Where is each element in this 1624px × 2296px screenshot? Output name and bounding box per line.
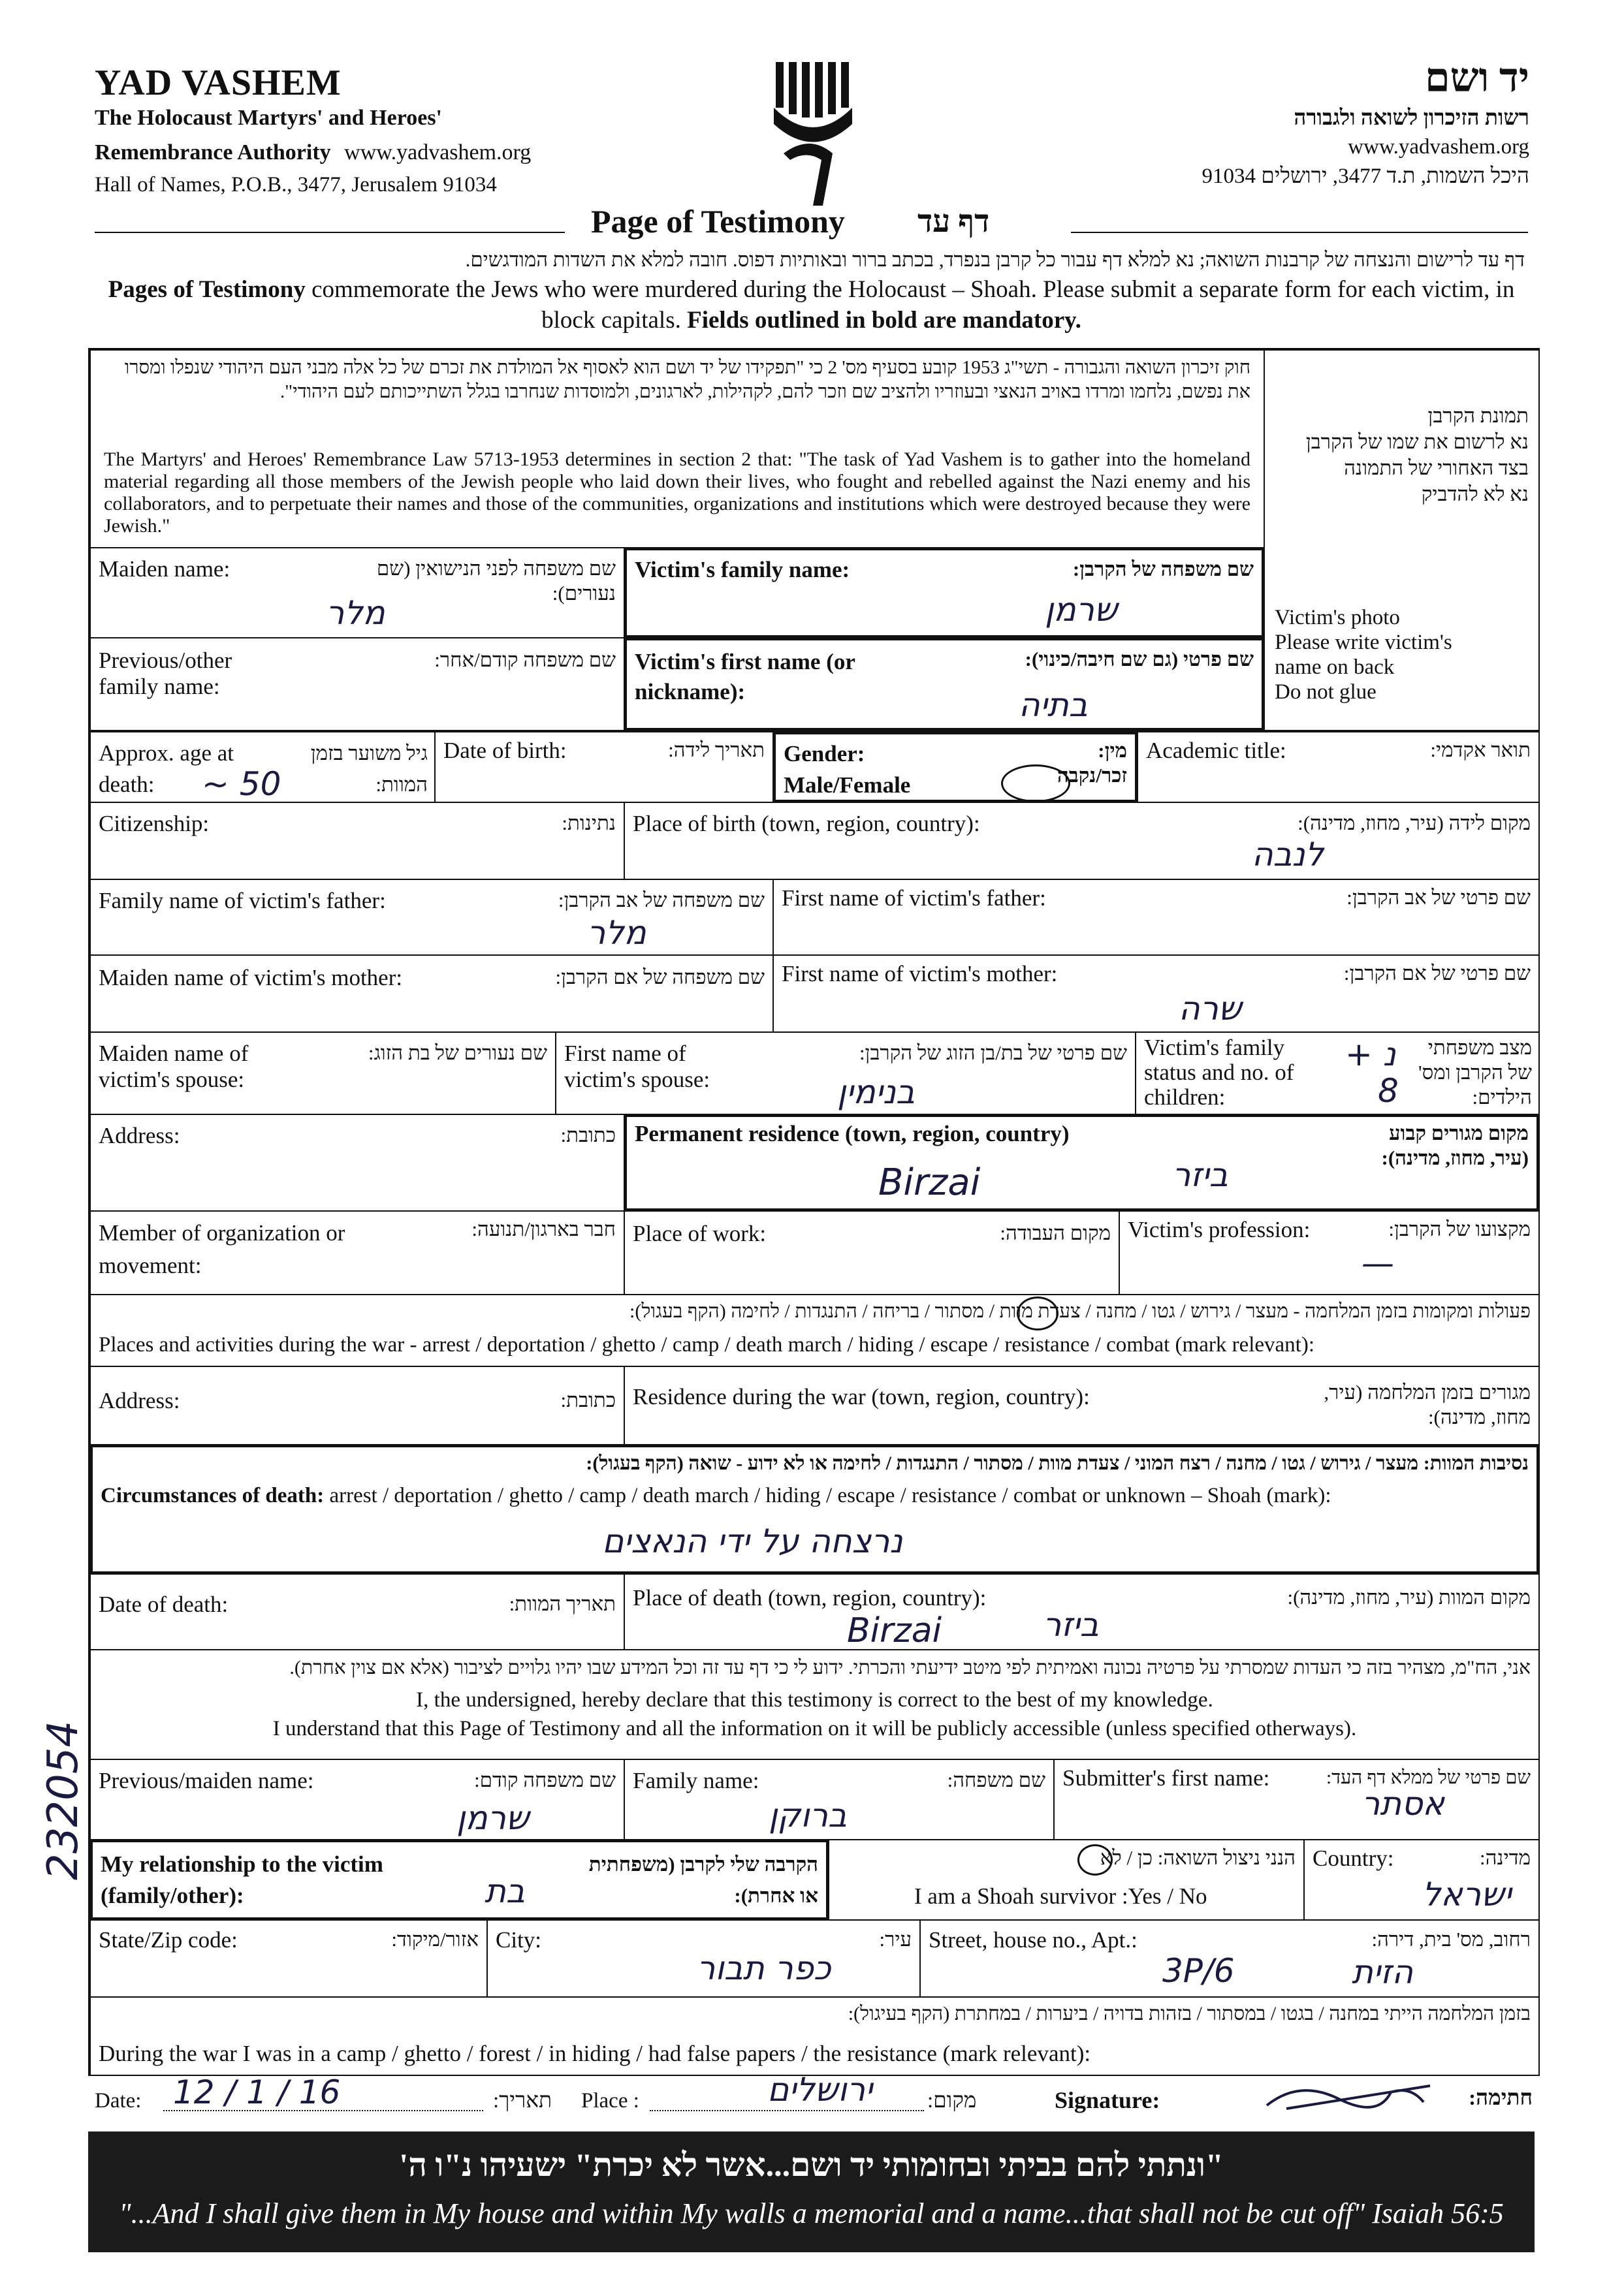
archive-number: 232054 [39,1720,88,1880]
org-name-en: YAD VASHEM [95,63,342,103]
survivor-field[interactable] [828,1839,1305,1921]
first-name-field[interactable] [624,637,1265,731]
profession-field[interactable] [1119,1210,1540,1295]
citizenship-label-he: נתינות: [562,811,616,834]
submitter-first-name-field[interactable] [1053,1759,1540,1840]
place-of-birth-field[interactable] [624,802,1540,880]
submitter-first-name-value: אסתר [1361,1785,1444,1823]
maiden-name-label: Maiden name: [99,556,231,582]
photo-he-1: תמונת הקרבן [1427,404,1529,427]
law-box [89,349,1265,548]
profession-label-he: מקצועו של הקרבן: [1388,1218,1531,1240]
declaration-he: אני, הח"מ, מצהיר בזה כי העדות שמסרתי על פרטיה נכונה ואמיתית לפי מיטב ידיעתי והכרתי. ידוע לי כי דף עד זה וכל המידע שבו יהיו גלויים לציבור (אלא אם צוין אחרת). [289,1657,1531,1678]
circumstances-of-death-field[interactable] [89,1444,1540,1575]
first-name-value: בתיה [1019,686,1088,724]
ghetto-circle-mark [1017,1297,1059,1330]
zip-code-label-he: אזור/מיקוד: [391,1928,479,1951]
relationship-label-he: הקרבה שלי לקרבן (משפחתית או אחרת): [588,1853,818,1907]
maiden-name-value: מלר [326,594,385,632]
dob-label-he: תאריך לידה: [668,738,765,761]
signature-label-he: חתימה: [1469,2086,1533,2110]
place-of-birth-label: Place of birth (town, region, country): [633,811,980,836]
submitter-prev-name-value: שרמן [456,1799,530,1837]
country-label-he: מדינה: [1480,1846,1531,1869]
submitter-war-label-he: בזמן המלחמה הייתי במחנה / בגטו / במסתור / בזהות בדויה / ביערות / במחתרת (הקף בעיגול): [848,2003,1531,2024]
age-label-he: גיל משוער בזמן המוות: [310,742,428,796]
age-label: Approx. age at death: [99,740,234,797]
street-value: 3P/6 [1162,1952,1235,1990]
law-text-he: חוק זיכרון השואה והגבורה - תשי"ג 1953 קובע בסעיף מס' 2 כי "תפקידו של יד ושם הוא לאסוף אל המולדת את זכרם של כל אלה מבני העם היהודי שנפלו ומסרו את נפשם, נלחמו ומרדו באויב הנאצי ובעוזריו ולהציב שם וזכר להם, לקהילות, לארגונים, ולמוסדות שנחרבו בגלל השתייכותם לעם היהודי". [124,357,1250,402]
academic-title-field[interactable] [1137,731,1540,803]
intro-en-bold2: Fields outlined in bold are mandatory. [687,307,1081,334]
date-of-death-label: Date of death: [99,1592,229,1617]
footer-quote-he: "ונתתי להם בביתי ובחומותי יד ושם...אשר לא יכרת" ישעיהו נ"ו ה' [399,2147,1224,2183]
war-address-label: Address: [99,1388,180,1413]
permanent-residence-value: Birzai [878,1161,981,1204]
father-family-name-field[interactable] [89,879,774,956]
family-name-label: Victim's family name: [635,557,850,582]
wartime-activities-label: Places and activities during the war - arrest / deportation / ghetto / camp / death march / hiding / escape / resistance / combat (mark relevant): [99,1333,1315,1357]
city-field[interactable] [486,1919,921,1998]
wartime-activities-field[interactable] [89,1294,1540,1367]
family-status-value: + נ [1345,1035,1396,1073]
father-family-name-label-he: שם משפחה של אב הקרבן: [558,889,765,911]
website-he: www.yadvashem.org [1348,135,1529,159]
submitter-first-name-label: Submitter's first name: [1062,1765,1270,1791]
place-value: ירושלים [767,2071,873,2109]
org-name-he: יד ושם [1424,56,1529,101]
permanent-residence-label-he: מקום מגורים קבוע (עיר, מחוז, מדינה): [1381,1122,1529,1169]
footer-quote-bar [88,2131,1535,2252]
city-label-he: עיר: [879,1928,912,1951]
family-name-field[interactable] [624,547,1265,638]
signature-label: Signature: [1055,2087,1160,2113]
place-of-birth-value: לנבה [1252,836,1324,873]
intro-en [98,274,1525,336]
photo-en-2: Please write victim's [1275,631,1452,654]
family-status-field[interactable] [1135,1031,1540,1115]
father-family-name-label: Family name of victim's father: [99,888,386,913]
declaration-en-1: I, the undersigned, hereby declare that this testimony is correct to the best of my knowledge. [416,1688,1213,1712]
country-field[interactable] [1303,1839,1540,1921]
photo-instructions-en [1275,605,1452,704]
spouse-maiden-name-label-he: שם נעורים של בת הזוג: [368,1041,547,1064]
war-address-label-he: כתובת: [560,1389,616,1411]
academic-title-label-he: תואר אקדמי: [1430,738,1531,761]
intro-he: דף עד לרישום והנצחה של קרבנות השואה; נא למלא דף עבור כל קרבן בנפרד, בכתב ברור ובאותיות דפוס. חובה למלא את השדות המודגשים. [465,248,1525,271]
spouse-maiden-name-field[interactable] [89,1031,556,1115]
page-title: Page of Testimony [591,203,845,240]
submitter-prev-name-field[interactable] [89,1759,625,1840]
yad-vashem-logo-icon [771,62,855,206]
website-en: www.yadvashem.org [344,140,532,165]
age-value: ~ 50 [202,765,281,803]
prev-family-name-label-he: שם משפחה קודם/אחר: [434,648,616,671]
mother-maiden-name-label: Maiden name of victim's mother: [99,965,403,990]
organization-label-he: חבר בארגון/תנועה: [471,1218,616,1240]
submitter-family-name-value: ברוקן [769,1797,847,1834]
survivor-label-he: הנני ניצול השואה: כן / לא [1100,1846,1296,1869]
place-label: Place : [581,2089,639,2113]
street-field[interactable] [919,1919,1540,1998]
family-status-label: Victim's family status and no. of children: [1144,1035,1294,1110]
children-count-value: 8 [1378,1072,1399,1110]
page-title-he: דף עד [917,204,990,239]
city-value: כפר תבור [697,1949,831,1987]
family-name-label-he: שם משפחה של הקרבן: [1072,558,1254,580]
photo-en-1: Victim's photo [1275,606,1400,629]
circumstances-of-death-label [101,1483,1331,1509]
photo-instructions-he [1306,403,1529,507]
father-family-name-value: מלר [587,914,646,952]
survivor-label: I am a Shoah survivor :Yes / No [914,1883,1207,1909]
country-value: ישראל [1422,1876,1512,1913]
gender-female-circle [1001,764,1070,802]
intro-en-rest: commemorate the Jews who were murdered during the Holocaust – Shoah. Please submit a separate form for each victim, in block capitals. [305,276,1515,334]
place-of-death-value: Birzai [847,1611,942,1650]
photo-he-2: נא לרשום את שמו של הקרבן [1305,430,1529,453]
first-name-label: Victim's first name (or nickname): [635,649,855,704]
street-label: Street, house no., Apt.: [929,1927,1138,1953]
war-residence-label-he: מגורים בזמן המלחמה (עיר, מחוז, מדינה): [1324,1381,1531,1428]
place-of-work-field[interactable] [624,1210,1120,1295]
place-line[interactable] [650,2110,924,2111]
mother-maiden-name-field[interactable] [89,954,774,1033]
citizenship-label: Citizenship: [99,811,210,836]
relationship-label: My relationship to the victim (family/other): [101,1851,383,1908]
photo-en-4: Do not glue [1275,680,1377,704]
permanent-residence-field[interactable] [624,1114,1540,1212]
gender-label-he: מין: זכר/נקבה [1057,739,1127,787]
date-of-death-field[interactable] [89,1573,625,1650]
war-residence-field[interactable] [624,1366,1540,1445]
date-label: Date: [95,2089,142,2113]
mother-first-name-label: First name of victim's mother: [782,961,1058,986]
declaration-box [89,1649,1540,1760]
date-label-he: תאריך: [493,2089,552,2113]
relationship-value: בת [485,1872,525,1910]
dob-label: Date of birth: [443,738,567,763]
address-label: Address: [99,1123,180,1148]
place-of-work-label-he: מקום העבודה: [1000,1221,1111,1244]
place-of-death-value-he: ביזר [1043,1606,1099,1644]
spouse-first-name-value: בנימין [837,1073,915,1111]
place-of-death-field[interactable] [624,1573,1540,1650]
submitter-war-label: During the war I was in a camp / ghetto / forest / in hiding / had false papers / the resistance (mark relevant): [99,2041,1091,2066]
zip-code-label: State/Zip code: [99,1927,238,1953]
submitter-family-name-label-he: שם משפחה: [947,1769,1045,1791]
war-residence-label: Residence during the war (town, region, country): [633,1384,1090,1409]
organization-field[interactable] [89,1210,625,1295]
country-label: Country: [1313,1846,1394,1871]
maiden-name-field[interactable] [89,547,625,638]
family-status-label-he: מצב משפחתי של הקרבן ומס' הילדים: [1418,1036,1532,1109]
place-of-work-label: Place of work: [633,1221,767,1246]
submitter-family-name-field[interactable] [624,1759,1055,1840]
city-label: City: [496,1927,542,1953]
age-field[interactable] [89,731,436,803]
first-name-label-he: שם פרטי (גם שם חיבה/כינוי): [1025,648,1254,670]
submitter-war-field[interactable] [89,1996,1540,2076]
photo-he-4: נא לא להדביק [1421,482,1529,505]
submitter-prev-name-label: Previous/maiden name: [99,1768,314,1793]
street-value-he: הזית [1352,1953,1414,1991]
father-first-name-label: First name of victim's father: [782,885,1046,911]
gender-field[interactable] [772,731,1138,803]
address-field[interactable] [89,1114,625,1212]
permanent-residence-label: Permanent residence (town, region, country) [635,1121,1070,1146]
law-text-en: The Martyrs' and Heroes' Remembrance Law 5713-1953 determines in section 2 that: "The task of Yad Vashem is to gather into the homeland material regarding all those members of the Jewish people who laid down their lives, who fought and rebelled against the Nazi enemy and his collaborators, and to perpetuate their names and those of the communities, organizations and institutions which were destroyed because they were Jewish." [104,448,1250,537]
address-label-he: כתובת: [560,1124,616,1146]
org-line1-he: רשות הזיכרון לשואה ולגבורה [1294,106,1529,130]
photo-he-3: בצד האחורי של התמונה [1344,456,1529,479]
photo-en-3: name on back [1275,655,1395,679]
submitter-family-name-label: Family name: [633,1768,759,1793]
declaration-en-2: I understand that this Page of Testimony and all the information on it will be publicly accessible (unless specified otherways). [272,1717,1357,1740]
wartime-activities-label-he: פעולות ומקומות בזמן המלחמה - מעצר / גירוש / גטו / מחנה / צעדת מוות / מסתור / בריחה / התנגדות / לחימה (הקף בעגול): [629,1300,1531,1322]
dob-field[interactable] [434,731,774,803]
date-value: 12 / 1 / 16 [173,2073,341,2111]
org-line1-en: The Holocaust Martyrs' and Heroes' [95,106,442,130]
family-name-value: שרמן [1045,591,1118,629]
intro-en-bold: Pages of Testimony [108,276,306,303]
place-of-death-label-he: מקום המוות (עיר, מחוז, מדינה): [1287,1586,1531,1609]
gender-label: Gender: Male/Female [784,741,911,798]
title-rule-right [1071,232,1528,233]
mother-first-name-field[interactable] [772,954,1540,1033]
war-address-field[interactable] [89,1366,625,1445]
title-rule-left [95,232,565,233]
relationship-field[interactable] [89,1839,829,1921]
date-of-death-label-he: תאריך המוות: [509,1592,616,1615]
profession-value: — [1361,1244,1394,1282]
signature-mark-icon[interactable] [1260,2073,1450,2118]
citizenship-field[interactable] [89,802,625,880]
zip-code-field[interactable] [89,1919,488,1998]
mother-first-name-value: שרה [1179,990,1242,1028]
place-of-birth-label-he: מקום לידה (עיר, מחוז, מדינה): [1298,811,1531,834]
circumstances-of-death-label-he: נסיבות המוות: מעצר / גירוש / גטו / מחנה / רצח המוני / צעדת מוות / מסתור / התנגדות / לחימה או לא ידוע - שואה (הקף בעגול): [586,1453,1529,1474]
org-line2-text: Remembrance Authority [95,140,331,165]
permanent-residence-value-he: ביזר [1172,1156,1228,1194]
mother-maiden-name-label-he: שם משפחה של אם הקרבן: [555,966,765,988]
place-label-he: מקום: [927,2089,977,2113]
circumstances-of-death-value: נרצחה על ידי הנאצים [602,1522,903,1560]
photo-box[interactable] [1264,349,1540,731]
maiden-name-label-he: שם משפחה לפני הנישואין (שם נעורים): [376,557,616,605]
testimony-form [88,348,1540,2076]
profession-label: Victim's profession: [1128,1217,1311,1242]
address-en: Hall of Names, P.O.B., 3477, Jerusalem 91034 [95,173,497,197]
academic-title-label: Academic title: [1146,738,1286,763]
mother-first-name-label-he: שם פרטי של אם הקרבן: [1343,962,1531,984]
address-he: היכל השמות, ת.ד 3477, ירושלים 91034 [1202,165,1529,188]
father-first-name-field[interactable] [772,879,1540,956]
prev-family-name-field[interactable] [89,637,625,731]
prev-family-name-label: Previous/other family name: [99,648,232,699]
circumstances-of-death-label-rest: arrest / deportation / ghetto / camp / death march / hiding / escape / resistance / combat or unknown – Shoah (mark): [324,1484,1331,1507]
submitter-first-name-label-he: שם פרטי של ממלא דף העד: [1326,1767,1531,1788]
spouse-first-name-label: First name of victim's spouse: [564,1041,710,1092]
place-of-death-label: Place of death (town, region, country): [633,1585,987,1611]
spouse-maiden-name-label: Maiden name of victim's spouse: [99,1041,249,1092]
organization-label: Member of organization or movement: [99,1220,345,1278]
father-first-name-label-he: שם פרטי של אב הקרבן: [1346,886,1531,909]
spouse-first-name-field[interactable] [555,1031,1136,1115]
org-line2-en [95,140,531,165]
survivor-yes-circle [1077,1844,1113,1876]
submitter-prev-name-label-he: שם משפחה קודם: [474,1769,616,1791]
footer-quote-en: "...And I shall give them in My house and within My walls a memorial and a name...that shall not be cut off" Isaiah 56:5 [119,2197,1504,2229]
spouse-first-name-label-he: שם פרטי של בת/בן הזוג של הקרבן: [859,1041,1127,1064]
street-label-he: רחוב, מס' בית, דירה: [1371,1928,1531,1951]
circumstances-of-death-label-bold: Circumstances of death: [101,1484,325,1507]
